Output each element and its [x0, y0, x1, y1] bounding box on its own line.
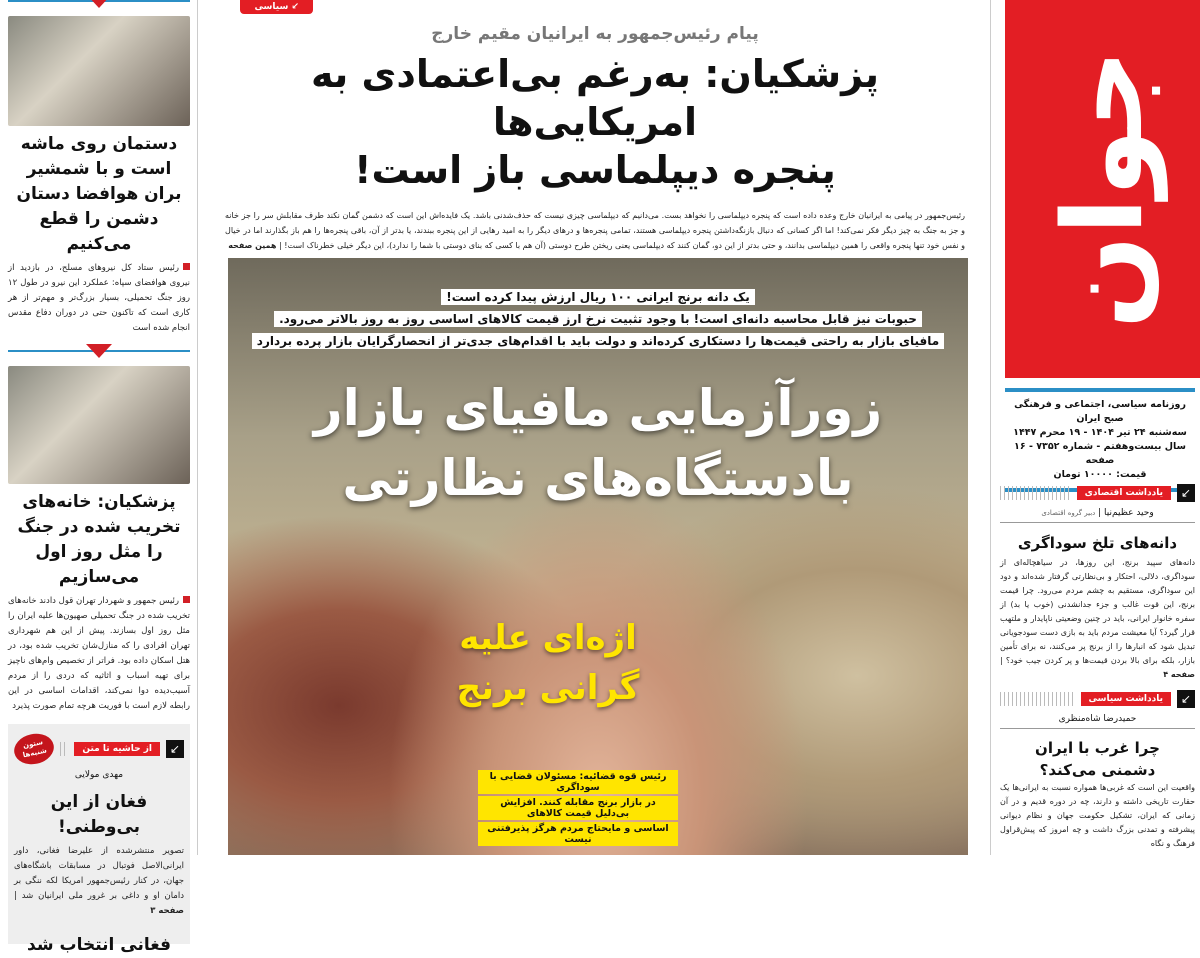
note-body: دانه‌های سپید برنج، این روزها، در سیاهچاله‌ای از سوداگری، دلالی، احتکار و بی‌نظارتی گرفتار شده‌اند و دود این سوداگری، مستقیم به چشم مردم می‌رود. چرا قیمت برنج، این قوت غالب و جزء جدانشدنی (خوب یا بد) از سفره خانوار ایرانی، باید در چنین وضعیتی ناپایدار و ملتهب قرار گیرد؟ آیا معیشت مردم باید به بازی دست سودجویانی تبدیل شود که انبارها را از برنج پر می‌کنند، نه برای تأمین بازار، بلکه برای بالا بردن قیمت‌ها و پر کردن جیب خود؟	[1000, 558, 1195, 665]
story-photo	[8, 16, 190, 126]
masthead-info: روزنامه سیاسی، اجتماعی و فرهنگی صبح ایران سه‌شنبه ۲۴ تیر ۱۴۰۴ - ۱۹ محرم ۱۴۴۷ سال بیست‌وهفتم - شماره ۷۳۵۲ - ۱۶ صفحه قیمت: ۱۰۰۰۰ تومان	[1005, 388, 1195, 492]
story-text: رئیس ستاد کل نیروهای مسلح، در بازدید از نیروی هوافضای سپاه: عملکرد این نیرو در طول ۱۲ روز جنگ تحمیلی، بسیار بزرگ‌تر و مهم‌تر از هر کاری است که تاکنون حتی در دوران دفاع مقدس انجام شده است	[8, 263, 190, 333]
feature-headline[interactable]: زورآزمایی مافیای بازار بادستگاه‌های نظارتی	[313, 379, 883, 507]
arrow-icon: ↙	[1177, 690, 1195, 708]
story-title[interactable]: پزشکیان: خانه‌های تخریب شده در جنگ را مثل روز اول می‌سازیم	[17, 492, 181, 587]
note-tag: یادداشت سیاسی	[1081, 692, 1171, 706]
author: حمیدرضا شاه‌منظری	[1000, 714, 1195, 729]
page-ref[interactable]: صفحه ۳	[150, 906, 184, 916]
lead-body: رئیس‌جمهور در پیامی به ایرانیان خارج وعده داده است که پنجره دیپلماسی را نخواهد بست. می‌دانیم که دیپلماسی چیزی نیست که حذف‌شدنی باشد. یک فایده‌اش این است که دشمن گمان نکند طرف مقابلش سر را جز خانه و جز به جنگ به چیز دیگر فکر نمی‌کند! اما اگر کسانی که دنبال بازنگه‌داشتن پنجره دیپلماسی هستند، تمامی پنجره‌ها و درهای دیگر را به امید رهایی از این پنجره ببندند، یا بدتر از آن، باقی پنجره‌ها را هم باز بگذارند اما در خیال و نفس خود تنها پنجره واقعی را همین دیپلماسی بدانند، و حتی بدتر از این دو، گمان کنند که دیپلماسی یعنی ریختن طرح دوستی (آن هم با کسی که بنای دوستی با شما را ندارد)، این دیگر خیلی خطرناک است!	[225, 211, 965, 250]
story-text: رئیس جمهور و شهردار تهران قول دادند خانه‌های تخریب شده در جنگ تحمیلی صهیون‌ها علیه ایران را مثل روز اول بسازند. پیش از این هم شهرداری تهران افرادی را که منازل‌شان تخریب شده بود، در هتل اسکان داده بود. فراتر از تخصیص وام‌های ناچیز برای تهیه اسباب و اثاثیه که دردی را از مردم آسیب‌دیده دوا نمی‌کند، اقدامات اساسی در این رابطه لازم است با فوریت هرچه تمام صورت پذیرد	[8, 596, 190, 711]
story-body	[8, 261, 190, 336]
headline[interactable]: پزشکیان: به‌رغم بی‌اعتمادی به امریکایی‌ها پنجره دیپلماسی باز است!	[310, 52, 879, 192]
story-body	[8, 594, 190, 714]
column-body: تصویر منتشرشده از علیرضا فغانی، داور ایرانی‌الاصل فوتبال در مسابقات باشگاه‌های جهان، در کنار رئیس‌جمهور امریکا لکه ننگی بر دامان او و داغی بر غرور ملی ایرانیان شد	[14, 846, 184, 901]
story-photo	[8, 366, 190, 484]
masthead-logo[interactable]: جوان	[1005, 0, 1200, 378]
author: مهدی مولایی	[74, 770, 124, 780]
lead-story: ↙ سیاسی پیام رئیس‌جمهور به ایرانیان مقیم خارج پزشکیان: به‌رغم بی‌اعتمادی به امریکایی‌ها پنجره دیپلماسی باز است! رئیس‌جمهور در پیامی به ایرانیان خارج وعده داده است که پنجره دیپلماسی را نخواهد بست. می‌دانیم که دیپلماسی چیزی نیست که حذف‌شدنی باشد. یک فایده‌اش این است که دشمن گمان نکند طرف مقابلش سر را جز خانه و جز به جنگ به چیز دیگر فکر نمی‌کند! اما اگر کسانی که دنبال بازنگه‌داشتن پنجره دیپلماسی هستند، تمامی پنجره‌ها و درهای دیگر را به امید رهایی از این پنجره ببندند، یا بدتر از آن، باقی پنجره‌ها را هم باز بگذارند اما در خیال و نفس خود تنها پنجره واقعی را همین دیپلماسی بدانند، و حتی بدتر از این دو، گمان کنند که دیپلماسی یعنی ریختن طرح دوستی (آن هم با کسی که بنای دوستی با شما را ندارد)، این دیگر خیلی خطرناک است! | همین صفحه	[205, 0, 985, 855]
page-ref-divider	[8, 344, 190, 358]
feature-subhead[interactable]: اژه‌ای علیه گرانی برنج	[456, 618, 640, 708]
column-tag: از حاشیه تا متن	[74, 742, 160, 756]
column-title[interactable]: فغان از این بی‌وطنی!	[50, 792, 148, 837]
story-title[interactable]: دستمان روی ماشه است و با شمشیر بران هوافضا دستان دشمن را قطع می‌کنیم	[16, 134, 182, 254]
page-ref-divider	[8, 0, 190, 8]
feature-image	[228, 258, 968, 855]
note-title[interactable]: دانه‌های تلخ سوداگری	[1017, 534, 1178, 552]
author-role: دبیر گروه اقتصادی	[1041, 509, 1096, 517]
left-column	[8, 0, 190, 955]
bullet-icon	[183, 596, 190, 603]
section-tag: ↙ سیاسی	[240, 0, 313, 14]
feature-line: حبوبات نیز قابل محاسبه دانه‌ای است! با وجود تثبیت نرخ ارز قیمت کالاهای اساسی روز به روز بالاتر می‌رود.	[274, 311, 922, 327]
page-ref[interactable]: صفحه ۴	[1163, 670, 1195, 679]
feature-line: یک دانه برنج ایرانی ۱۰۰ ریال ارزش پیدا کرده است!	[441, 289, 754, 305]
column-badge: ستون شنبه‌ها	[11, 730, 56, 768]
feature-caption: رئیس قوه قضائیه: مسئولان قضایی با سوداگری در بازار برنج مقابله کنند. افزایش بی‌دلیل قیمت کالاهای اساسی و مایحتاج مردم هرگز پذیرفتنی نیست	[478, 770, 678, 848]
author: وحید عظیم‌نیا	[1104, 508, 1154, 518]
note-title[interactable]: چرا غرب با ایران دشمنی می‌کند؟	[1035, 739, 1160, 779]
arrow-icon: ↙	[166, 740, 184, 758]
note-tag: یادداشت اقتصادی	[1077, 486, 1171, 500]
page-ref[interactable]: همین صفحه	[228, 241, 277, 250]
feature-kickers	[228, 286, 968, 352]
bullet-icon	[183, 263, 190, 270]
right-column: ↙ یادداشت اقتصادی وحید عظیم‌نیا | دبیر گروه اقتصادی دانه‌های تلخ سوداگری دانه‌های سپید برنج، این روزها، در سیاهچاله‌ای از سوداگری، دلالی، احتکار و بی‌نظارتی گرفتار شده‌اند و دود این سوداگری، مستقیم به چشم مردم می‌رود. چرا قیمت برنج، این قوت غالب و جزء جدانشدنی (خوب یا بد) از سفره خانوار ایرانی، باید در چنین وضعیتی ناپایدار و ملتهب قرار گیرد؟ آیا معیشت مردم باید به بازی دست سودجویانی تبدیل شود که انبارها را از برنج پر می‌کنند، نه برای تأمین بازار، بلکه برای بالا بردن قیمت‌ها و پر کردن جیب خود؟ | صفحه ۴ ↙ یادداشت سیاسی حمیدرضا شاه‌منظری چرا غرب با ایران دشمنی می‌کند؟ واقعیت این است که غربی‌ها همواره نسبت به ایرانی‌ها یک حقارت تاریخی داشته و دارند، چه در دوره قدیم و در آن زمانی که ایران، تشکیل حکومت جهان و نظام دیوانی پیشرفته و تمدنی بزرگ داشت و چه امروز که پیش‌قراول فرهنگ و نگاه	[1000, 478, 1195, 851]
column-box: ↙ از حاشیه تا متن ستون شنبه‌ها مهدی مولایی فغان از این بی‌وطنی! تصویر منتشرشده از علیرضا فغانی، داور ایرانی‌الاصل فوتبال در مسابقات باشگاه‌های جهان، در کنار رئیس‌جمهور امریکا لکه ننگی بر دامان او و داغی بر غرور ملی ایرانیان شد | صفحه ۳ فغانی انتخاب شد	[8, 724, 190, 944]
story-title[interactable]: فغانی انتخاب شد	[27, 935, 171, 955]
arrow-icon: ↙	[1177, 484, 1195, 502]
feature-line: مافیای بازار به راحتی قیمت‌ها را دستکاری کرده‌اند و دولت باید با اقدام‌های جدی‌تر از انحصارگرایان بازار پرده بردارد	[252, 333, 944, 349]
note-body: واقعیت این است که غربی‌ها همواره نسبت به ایرانی‌ها یک حقارت تاریخی داشته و دارند، چه در دوره قدیم و در آن زمانی که ایران، تشکیل حکومت جهان و نظام دیوانی پیشرفته و تمدنی بزرگ داشت و چه امروز که پیش‌قراول فرهنگ و نگاه	[1000, 783, 1195, 848]
kicker: پیام رئیس‌جمهور به ایرانیان مقیم خارج	[431, 24, 759, 44]
